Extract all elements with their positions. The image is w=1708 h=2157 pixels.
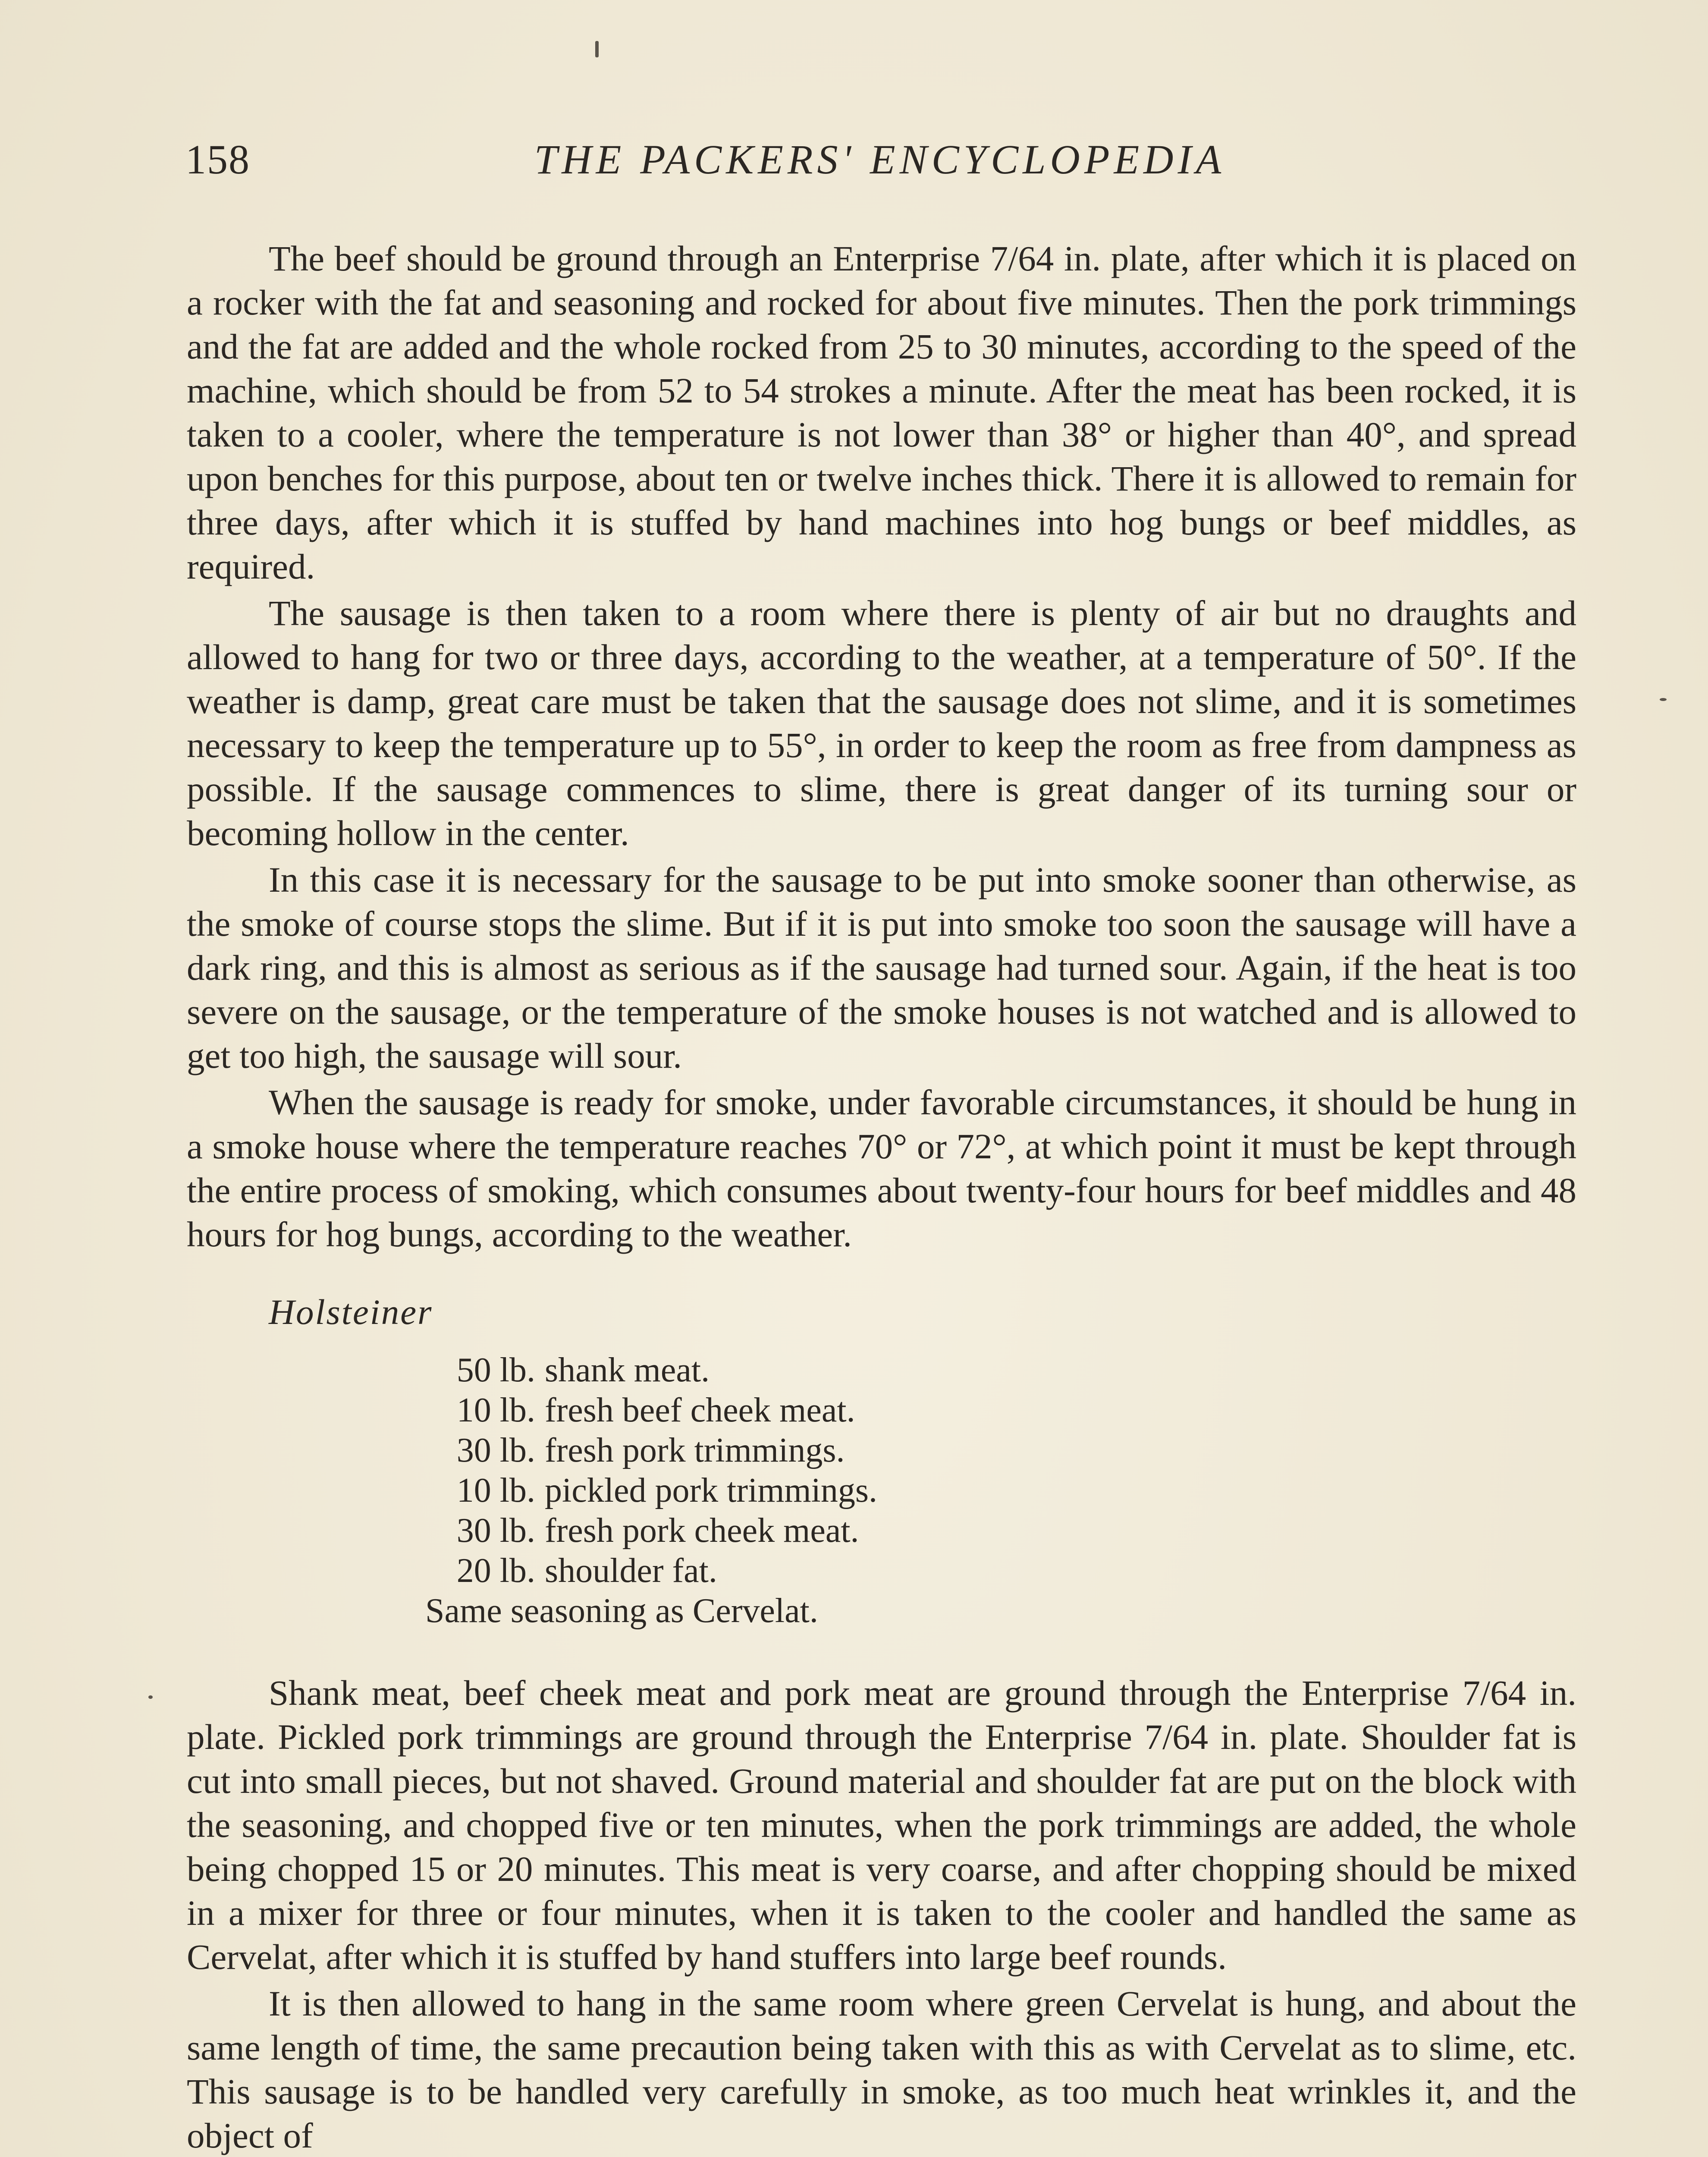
ingredient-quantity: 30 lb. bbox=[456, 1431, 535, 1469]
ingredient-note: Same seasoning as Cervelat. bbox=[425, 1592, 818, 1630]
running-head bbox=[185, 129, 1574, 190]
paragraph: It is then allowed to hang in the same room where green Cervelat is hung, and about the same length of time, the same precaution being taken with this as with Cervelat as to slime, etc. This sausage is to be handled very carefully in smoke, as too much heat wrinkles it, and the object of bbox=[187, 1984, 1576, 2155]
paragraph: Shank meat, beef cheek meat and pork meat are ground through the Enterprise 7/64 in. plate. Pickled pork trimmings are ground through the Enterprise 7/64 in. plate. Shoulder fat is cut into small pieces, but not shaved. Ground material and shoulder fat are put on the block with the seasoning, and chopped five or ten minutes, when the pork trimmings are added, the whole being chopped 15 or 20 minutes. This meat is very coarse, and after chopping should be mixed in a mixer for three or four minutes, when it is taken to the cooler and handled the same as Cervelat, after which it is stuffed by hand stuffers into large beef rounds. bbox=[187, 1673, 1576, 1977]
ink-speck bbox=[1660, 698, 1667, 701]
ingredient-name: fresh beef cheek meat. bbox=[545, 1391, 855, 1429]
ingredient-quantity: 20 lb. bbox=[456, 1552, 535, 1590]
paragraph: In this case it is necessary for the sausage to be put into smoke sooner than otherwise, as the smoke of course stops the slime. But if it is put into smoke too soon the sausage will have a dark ring, and this is almost as serious as if the sausage had turned sour. Again, if the heat is too severe on the sausage, or the temperature of the smoke houses is not watched and is allowed to get too high, the sausage will sour. bbox=[187, 860, 1576, 1075]
ingredient-item bbox=[425, 1390, 1576, 1431]
ingredient-quantity: 10 lb. bbox=[456, 1391, 535, 1429]
ink-speck bbox=[148, 1695, 153, 1699]
ingredient-quantity: 30 lb. bbox=[456, 1512, 535, 1550]
ingredient-name: pickled pork trimmings. bbox=[545, 1472, 878, 1509]
ingredient-item bbox=[425, 1511, 1576, 1551]
ingredient-quantity: 50 lb. bbox=[456, 1351, 535, 1389]
page-number: 158 bbox=[185, 136, 250, 182]
ingredient-item bbox=[425, 1471, 1576, 1511]
ingredient-name: fresh pork trimmings. bbox=[545, 1431, 845, 1469]
ingredient-item bbox=[425, 1431, 1576, 1471]
paragraph: The sausage is then taken to a room where there is plenty of air but no draughts and allowed to hang for two or three days, according to the weather, at a temperature of 50°. If the weather is damp, great care must be taken that the sausage does not slime, and it is sometimes necessary to keep the temperature up to 55°, in order to keep the room as free from dampness as possible. If the sausage commences to slime, there is great danger of its turning sour or becoming hollow in the center. bbox=[187, 593, 1576, 853]
body-text bbox=[187, 236, 1576, 2157]
ingredient-name: shank meat. bbox=[545, 1351, 710, 1389]
paragraph: The beef should be ground through an Enterprise 7/64 in. plate, after which it is placed on a rocker with the fat and seasoning and rocked for about five minutes. Then the pork trimmings and the fat are added and the whole rocked from 25 to 30 minutes, according to the speed of the machine, which should be from 52 to 54 strokes a minute. After the meat has been rocked, it is taken to a cooler, where the temperature is not lower than 38° or higher than 40°, and spread upon benches for this purpose, about ten or twelve inches thick. There it is allowed to remain for three days, after which it is stuffed by hand machines into hog bungs or beef middles, as required. bbox=[187, 239, 1576, 586]
ingredient-item bbox=[425, 1551, 1576, 1591]
ingredient-name: fresh pork cheek meat. bbox=[545, 1512, 859, 1550]
paragraph: When the sausage is ready for smoke, under favorable circumstances, it should be hung in a smoke house where the temperature reaches 70° or 72°, at which point it must be kept through the entire process of smoking, which consumes about twenty-four hours for beef middles and 48 hours for hog bungs, according to the weather. bbox=[187, 1082, 1576, 1254]
ingredient-name: shoulder fat. bbox=[545, 1552, 717, 1590]
ingredient-quantity: 10 lb. bbox=[456, 1472, 535, 1509]
ink-speck bbox=[595, 41, 599, 57]
ingredient-item bbox=[425, 1350, 1576, 1390]
book-title: THE PACKERS' ENCYCLOPEDIA bbox=[534, 136, 1226, 182]
recipe-title: Holsteiner bbox=[269, 1292, 433, 1332]
ingredient-list bbox=[425, 1350, 1576, 1631]
